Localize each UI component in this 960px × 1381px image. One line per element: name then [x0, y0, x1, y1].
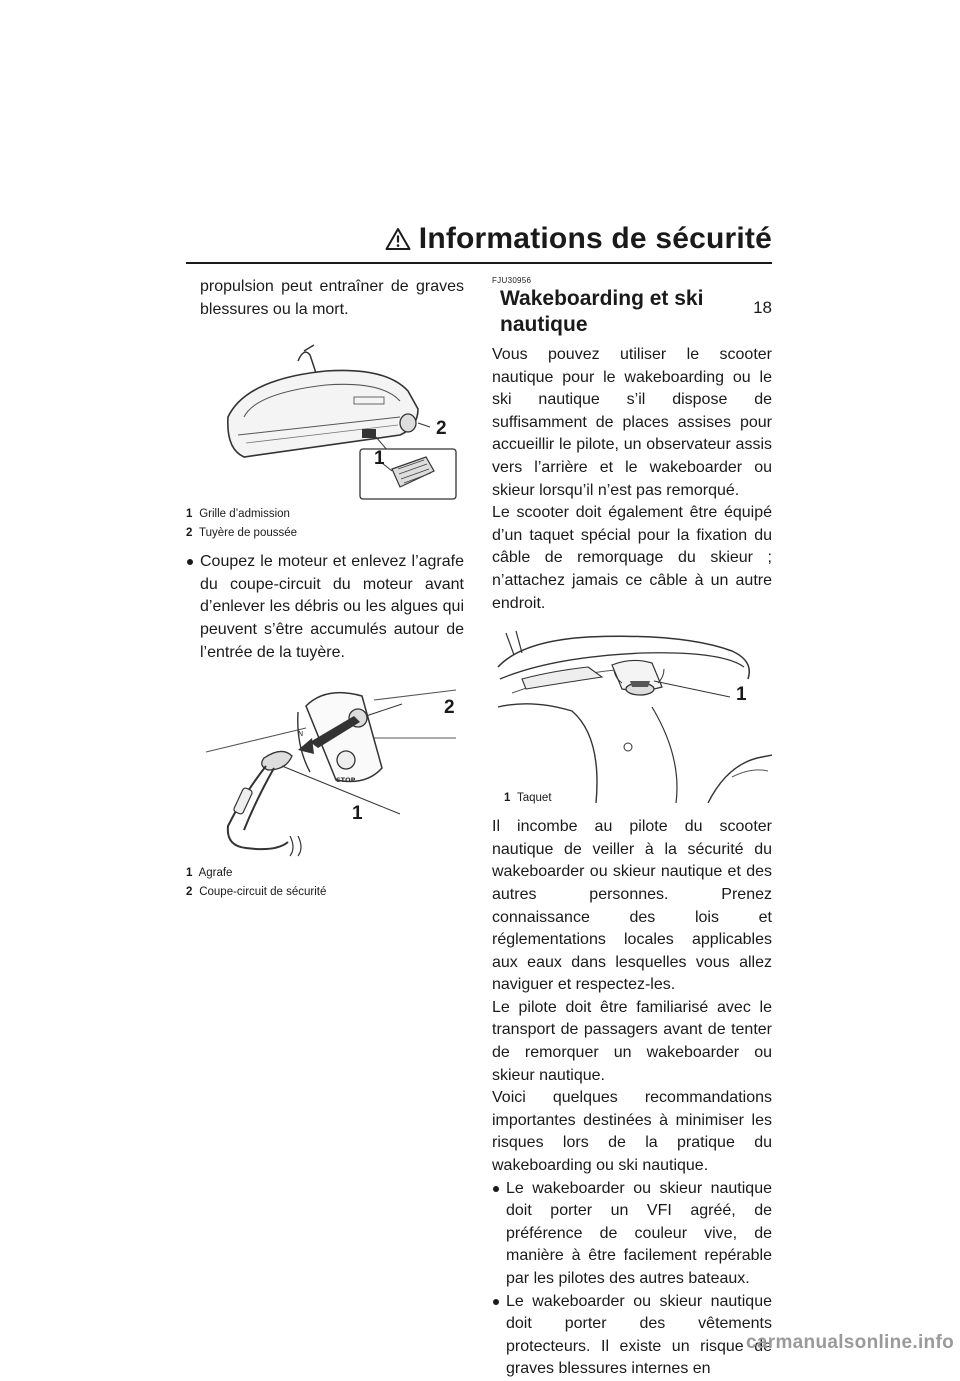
section-code: FJU30956 — [492, 276, 532, 285]
callout-1: 1 — [736, 684, 747, 706]
legend-item: 1 Grille d’admission — [186, 508, 290, 521]
cleat-illustration — [492, 627, 772, 803]
bullet-item: Le wakeboarder ou skieur nautique doit porter des vêtements protecteurs. Il existe un risque de graves blessures internes en — [492, 1291, 772, 1381]
handlebar-illustration — [186, 676, 464, 860]
bullet-item: Coupez le moteur et enlevez l’agrafe du coupe-circuit du moteur avant d’enlever les débris ou les algues qui peuvent s’être accumulés autour de l’entrée de la tuyère. — [186, 551, 464, 664]
watermark: carmanualsonline.info — [746, 1332, 954, 1353]
callout-2: 2 — [444, 697, 455, 719]
page-title-text: Informations de sécurité — [418, 222, 772, 255]
callout-1: 1 — [374, 448, 385, 470]
paragraph: Vous pouvez utiliser le scooter nautique pour le wakeboarding ou le ski nautique s’il dispose de suffisamment de places assises pour accueillir le pilote, un observateur assis vers l’arrière et le wakeboarder ou skieur lorsqu’il n’est pas remorqué. — [492, 346, 772, 499]
figure-tow-cleat — [492, 627, 772, 803]
figure-intake-grate — [186, 331, 464, 501]
watercraft-illustration — [186, 331, 464, 501]
callout-2: 2 — [436, 418, 447, 440]
page-title — [385, 222, 772, 259]
paragraph: Le scooter doit également être équipé d’un taquet spécial pour la fixation du câble de remorquage du skieur ; n’attachez jamais ce câble à un autre endroit. — [492, 504, 772, 612]
legend-item: 1 Taquet — [504, 792, 552, 805]
page-number: 18 — [753, 298, 772, 317]
figure-legend — [186, 864, 464, 902]
bullet-item: Le wakeboarder ou skieur nautique doit porter un VFI agréé, de préférence de couleur vive, de manière à être facilement repérable par les pilotes des autres bateaux. — [492, 1178, 772, 1291]
paragraph-continuation: propulsion peut entraîner de graves blessures ou la mort. — [200, 278, 464, 318]
callout-1: 1 — [352, 803, 363, 825]
paragraph: Voici quelques recommandations importantes destinées à minimiser les risques lors de la pratique du wakeboarding ou ski nautique. — [492, 1089, 772, 1175]
bullet-icon — [187, 559, 193, 565]
legend-item: 2 Tuyère de poussée — [186, 527, 298, 540]
warning-triangle-icon — [385, 225, 411, 259]
legend-item: 2 Coupe-circuit de sécurité — [186, 886, 327, 899]
figure-engine-cutoff — [186, 676, 464, 860]
legend-item: 1 Agrafe — [186, 867, 233, 880]
bullet-icon — [493, 1299, 499, 1305]
stop-label: STOP — [336, 776, 356, 785]
right-column — [492, 276, 772, 1381]
section-title: Wakeboarding et ski nautique — [500, 287, 704, 336]
page-header — [186, 222, 772, 264]
paragraph: Le pilote doit être familiarisé avec le transport de passagers avant de tenter de remorquer un wakeboarder ou skieur nautique. — [492, 998, 772, 1084]
left-column — [186, 276, 464, 910]
bullet-icon — [493, 1186, 499, 1192]
figure-legend — [186, 505, 464, 543]
svg-text:N: N — [298, 730, 304, 739]
paragraph: Il incombe au pilote du scooter nautique de veiller à la sécurité du wakeboarder ou skieur nautique et des autres personnes. Prenez connaissance des lois et réglementations locales applicables aux eaux dans lesquelles vous allez naviguer et respectez-les. — [492, 818, 772, 994]
